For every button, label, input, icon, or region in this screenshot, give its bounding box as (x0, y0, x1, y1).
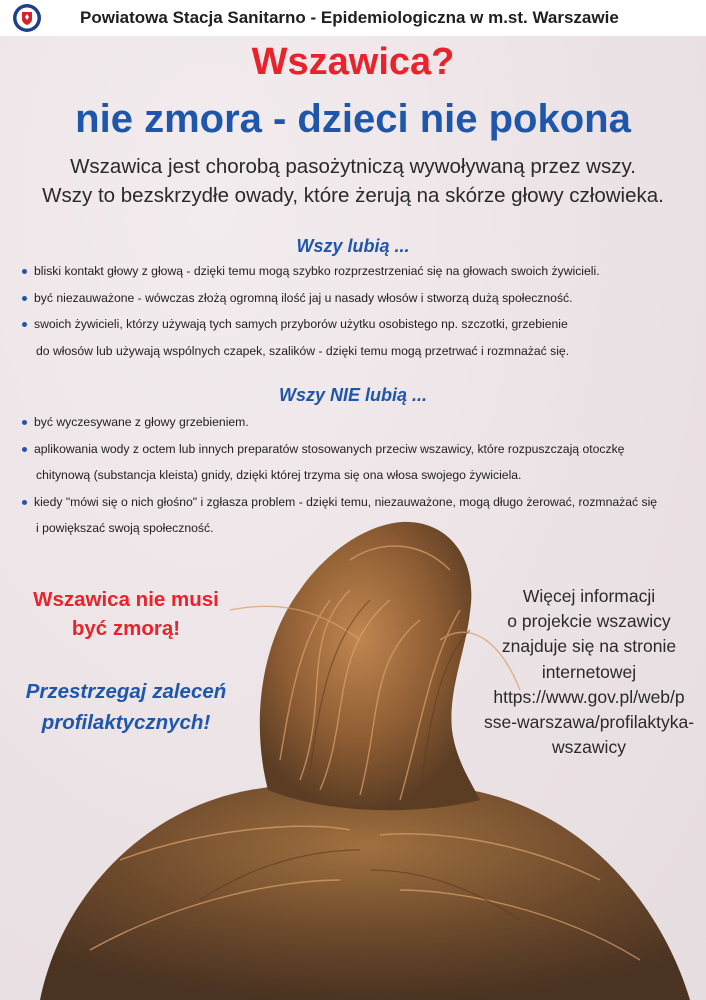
callout-blue (0, 676, 252, 738)
list-item-text: i powiększać swoją społeczność. (36, 521, 214, 535)
list-item-text: chitynową (substancja kleista) gnidy, dzięki której trzyma się ona włosa swojego żywiciela. (36, 468, 522, 482)
intro-text (0, 152, 706, 210)
list-item-text: swoich żywicieli, którzy używają tych samych przyborów użytku osobistego np. szczotki, grzebienie (34, 317, 568, 331)
psse-emblem-icon (12, 3, 42, 33)
list-item-text: bliski kontakt głowy z głową - dzięki temu mogą szybko rozprzestrzeniać się na głowach swoich żywicieli. (34, 264, 600, 278)
more-info (476, 584, 702, 760)
callout-line: Wszawica nie musi (33, 588, 219, 611)
callout-line: profilaktycznych! (41, 711, 211, 734)
subtitle: nie zmora - dzieci nie pokona (75, 97, 631, 141)
list-item-text: być wyczesywane z głowy grzebieniem. (34, 415, 249, 429)
likes-list (22, 258, 692, 364)
list-item (22, 258, 692, 285)
list-item (22, 489, 692, 542)
info-url-line: https://www.gov.pl/web/p (493, 686, 685, 707)
list-item (22, 436, 692, 489)
main-title: Wszawica? (251, 41, 455, 83)
list-item-text: być niezauważone - wówczas złożą ogromną ilość jaj u nasady włosów i stworzą dużą społeczność. (34, 290, 573, 305)
callout-red (0, 585, 252, 643)
info-line: Więcej informacji (522, 586, 656, 606)
header-bar (0, 0, 706, 36)
intro-line: Wszy to bezskrzydłe owady, które żerują na skórze głowy człowieka. (42, 184, 664, 207)
info-line: internetowej (541, 661, 637, 682)
list-item (22, 409, 692, 436)
likes-heading: Wszy lubią ... (296, 236, 410, 256)
list-item (22, 285, 692, 312)
list-item (22, 311, 692, 364)
list-item-text: kiedy "mówi się o nich głośno" i zgłasza problem - dzięki temu, niezauważone, mogą długo żerować, rozmnażać się (34, 494, 658, 509)
organization-name: Powiatowa Stacja Sanitarno - Epidemiologiczna w m.st. Warszawie (80, 8, 619, 27)
intro-line: Wszawica jest chorobą pasożytniczą wywoływaną przez wszy. (70, 155, 636, 178)
info-url-line: sse-warszawa/profilaktyka- (483, 712, 695, 733)
callout-line: być zmorą! (71, 617, 181, 640)
list-item-text: aplikowania wody z octem lub innych preparatów stosowanych przeciw wszawicy, które rozpuszczają otoczkę (34, 441, 625, 456)
info-line: znajduje się na stronie (501, 636, 677, 657)
info-line: o projekcie wszawicy (507, 611, 671, 632)
info-url-line: wszawicy (552, 737, 626, 758)
callout-line: Przestrzegaj zaleceń (25, 680, 227, 703)
dislikes-list (22, 409, 692, 542)
dislikes-heading: Wszy NIE lubią ... (278, 385, 428, 405)
list-item-text: do włosów lub używają wspólnych czapek, szalików - dzięki temu mogą przetrwać i rozmnażać się. (36, 343, 570, 358)
